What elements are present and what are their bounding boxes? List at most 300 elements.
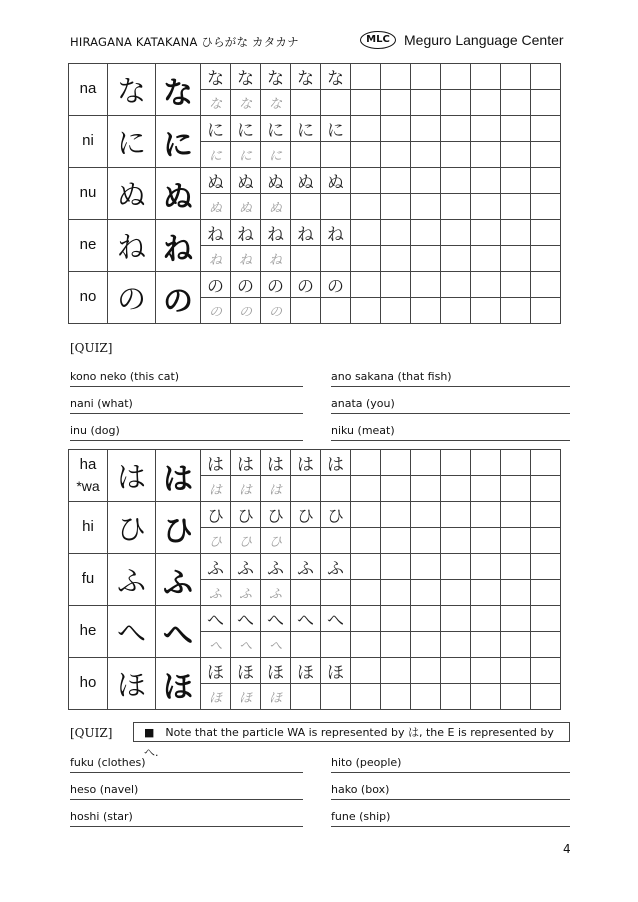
bold-kana: ひ bbox=[156, 502, 201, 554]
blank-practice-cell[interactable] bbox=[471, 450, 501, 476]
page-number: 4 bbox=[563, 842, 571, 856]
blank-practice-cell[interactable] bbox=[411, 580, 441, 606]
trace-kana-cell[interactable]: に bbox=[291, 116, 321, 142]
blank-practice-cell[interactable] bbox=[531, 272, 561, 298]
print-kana: に bbox=[108, 116, 156, 168]
trace-kana-cell[interactable]: ひ bbox=[291, 502, 321, 528]
trace-kana-cell[interactable]: ふ bbox=[231, 554, 261, 580]
trace-kana-cell[interactable]: ぬ bbox=[291, 168, 321, 194]
blank-practice-cell[interactable] bbox=[471, 220, 501, 246]
handwritten-kana-cell[interactable]: の bbox=[201, 298, 231, 324]
blank-practice-cell[interactable] bbox=[411, 298, 441, 324]
romaji-cell bbox=[69, 554, 108, 606]
blank-practice-cell[interactable] bbox=[291, 246, 321, 272]
romaji-cell bbox=[69, 168, 108, 220]
blank-practice-cell[interactable] bbox=[351, 194, 381, 220]
handwritten-kana-cell[interactable]: ほ bbox=[231, 684, 261, 710]
print-kana: な bbox=[108, 64, 156, 116]
trace-kana-cell[interactable]: ふ bbox=[291, 554, 321, 580]
handwritten-kana-cell[interactable]: ふ bbox=[261, 580, 291, 606]
blank-practice-cell[interactable] bbox=[351, 298, 381, 324]
blank-practice-cell[interactable] bbox=[531, 194, 561, 220]
trace-kana-cell[interactable]: ふ bbox=[201, 554, 231, 580]
particle-note: ■ Note that the particle WA is represented by は, the E is represented by へ. bbox=[133, 722, 570, 742]
blank-practice-cell[interactable] bbox=[441, 476, 471, 502]
trace-kana-cell[interactable]: ぬ bbox=[321, 168, 351, 194]
blank-practice-cell[interactable] bbox=[531, 298, 561, 324]
blank-practice-cell[interactable] bbox=[351, 684, 381, 710]
quiz-answer-field[interactable]: kono neko (this cat) bbox=[70, 370, 303, 387]
quiz-label-1: [QUIZ] bbox=[70, 341, 113, 355]
trace-kana-cell[interactable]: へ bbox=[201, 606, 231, 632]
blank-practice-cell[interactable] bbox=[441, 90, 471, 116]
blank-practice-cell[interactable] bbox=[441, 220, 471, 246]
blank-practice-cell[interactable] bbox=[471, 632, 501, 658]
quiz-label-2: [QUIZ] bbox=[70, 726, 113, 740]
print-kana: は bbox=[108, 450, 156, 502]
trace-kana-cell[interactable]: の bbox=[291, 272, 321, 298]
trace-kana-cell[interactable]: ぬ bbox=[201, 168, 231, 194]
trace-kana-cell[interactable]: へ bbox=[321, 606, 351, 632]
blank-practice-cell[interactable] bbox=[531, 220, 561, 246]
trace-kana-cell[interactable]: ひ bbox=[231, 502, 261, 528]
blank-practice-cell[interactable] bbox=[381, 476, 411, 502]
trace-kana-cell[interactable]: ふ bbox=[261, 554, 291, 580]
trace-kana-cell[interactable]: な bbox=[321, 64, 351, 90]
blank-practice-cell[interactable] bbox=[441, 272, 471, 298]
bold-kana: の bbox=[156, 272, 201, 324]
trace-kana-cell[interactable]: の bbox=[201, 272, 231, 298]
blank-practice-cell[interactable] bbox=[381, 272, 411, 298]
blank-practice-cell[interactable] bbox=[351, 246, 381, 272]
trace-kana-cell[interactable]: ぬ bbox=[231, 168, 261, 194]
blank-practice-cell[interactable] bbox=[351, 502, 381, 528]
trace-kana-cell[interactable]: な bbox=[261, 64, 291, 90]
blank-practice-cell[interactable] bbox=[441, 116, 471, 142]
blank-practice-cell[interactable] bbox=[381, 194, 411, 220]
blank-practice-cell[interactable] bbox=[321, 684, 351, 710]
header-title: HIRAGANA KATAKANA ひらがな カタカナ bbox=[70, 35, 299, 49]
blank-practice-cell[interactable] bbox=[471, 684, 501, 710]
blank-practice-cell[interactable] bbox=[381, 298, 411, 324]
blank-practice-cell[interactable] bbox=[441, 502, 471, 528]
quiz-answer-field[interactable]: hoshi (star) bbox=[70, 810, 303, 827]
blank-practice-cell[interactable] bbox=[381, 502, 411, 528]
quiz-answer-field[interactable]: anata (you) bbox=[331, 397, 570, 414]
blank-practice-cell[interactable] bbox=[471, 476, 501, 502]
quiz-answer-field[interactable]: fuku (clothes) bbox=[70, 756, 303, 773]
blank-practice-cell[interactable] bbox=[411, 606, 441, 632]
blank-practice-cell[interactable] bbox=[501, 684, 531, 710]
blank-practice-cell[interactable] bbox=[531, 580, 561, 606]
blank-practice-cell[interactable] bbox=[351, 580, 381, 606]
print-kana: の bbox=[108, 272, 156, 324]
blank-practice-cell[interactable] bbox=[471, 554, 501, 580]
blank-practice-cell[interactable] bbox=[471, 272, 501, 298]
blank-practice-cell[interactable] bbox=[381, 606, 411, 632]
quiz-answer-field[interactable]: nani (what) bbox=[70, 397, 303, 414]
trace-kana-cell[interactable]: に bbox=[201, 116, 231, 142]
header-brand bbox=[360, 31, 564, 49]
blank-practice-cell[interactable] bbox=[321, 580, 351, 606]
trace-kana-cell[interactable]: に bbox=[261, 116, 291, 142]
blank-practice-cell[interactable] bbox=[501, 142, 531, 168]
blank-practice-cell[interactable] bbox=[531, 90, 561, 116]
trace-kana-cell[interactable]: ね bbox=[261, 220, 291, 246]
quiz-answer-field[interactable]: ano sakana (that fish) bbox=[331, 370, 570, 387]
blank-practice-cell[interactable] bbox=[531, 64, 561, 90]
handwritten-kana-cell[interactable]: の bbox=[261, 298, 291, 324]
blank-practice-cell[interactable] bbox=[501, 658, 531, 684]
blank-practice-cell[interactable] bbox=[441, 632, 471, 658]
handwritten-kana-cell[interactable]: ひ bbox=[201, 528, 231, 554]
blank-practice-cell[interactable] bbox=[501, 116, 531, 142]
blank-practice-cell[interactable] bbox=[291, 684, 321, 710]
handwritten-kana-cell[interactable]: ね bbox=[201, 246, 231, 272]
blank-practice-cell[interactable] bbox=[501, 64, 531, 90]
blank-practice-cell[interactable] bbox=[441, 528, 471, 554]
handwritten-kana-cell[interactable]: ね bbox=[261, 246, 291, 272]
blank-practice-cell[interactable] bbox=[531, 246, 561, 272]
trace-kana-cell[interactable]: ね bbox=[321, 220, 351, 246]
blank-practice-cell[interactable] bbox=[411, 194, 441, 220]
handwritten-kana-cell[interactable]: は bbox=[261, 476, 291, 502]
blank-practice-cell[interactable] bbox=[441, 298, 471, 324]
handwritten-kana-cell[interactable]: へ bbox=[231, 632, 261, 658]
blank-practice-cell[interactable] bbox=[381, 684, 411, 710]
trace-kana-cell[interactable]: ほ bbox=[231, 658, 261, 684]
blank-practice-cell[interactable] bbox=[501, 632, 531, 658]
blank-practice-cell[interactable] bbox=[381, 168, 411, 194]
print-kana: ほ bbox=[108, 658, 156, 710]
blank-practice-cell[interactable] bbox=[411, 168, 441, 194]
blank-practice-cell[interactable] bbox=[411, 246, 441, 272]
bold-kana: ほ bbox=[156, 658, 201, 710]
blank-practice-cell[interactable] bbox=[381, 220, 411, 246]
trace-kana-cell[interactable]: ね bbox=[231, 220, 261, 246]
trace-kana-cell[interactable]: は bbox=[231, 450, 261, 476]
romaji-label: ho bbox=[79, 674, 97, 692]
trace-kana-cell[interactable]: ほ bbox=[201, 658, 231, 684]
blank-practice-cell[interactable] bbox=[411, 64, 441, 90]
blank-practice-cell[interactable] bbox=[291, 194, 321, 220]
blank-practice-cell[interactable] bbox=[351, 554, 381, 580]
romaji-cell bbox=[69, 502, 108, 554]
romaji-label: he bbox=[79, 622, 97, 640]
blank-practice-cell[interactable] bbox=[351, 450, 381, 476]
blank-practice-cell[interactable] bbox=[351, 116, 381, 142]
romaji-cell bbox=[69, 64, 108, 116]
blank-practice-cell[interactable] bbox=[351, 90, 381, 116]
romaji-label: ni bbox=[82, 132, 94, 150]
blank-practice-cell[interactable] bbox=[321, 142, 351, 168]
trace-kana-cell[interactable]: ひ bbox=[201, 502, 231, 528]
blank-practice-cell[interactable] bbox=[501, 450, 531, 476]
blank-practice-cell[interactable] bbox=[381, 142, 411, 168]
romaji-label: hi bbox=[82, 518, 94, 536]
trace-kana-cell[interactable]: な bbox=[291, 64, 321, 90]
romaji-cell bbox=[69, 116, 108, 168]
blank-practice-cell[interactable] bbox=[381, 554, 411, 580]
blank-practice-cell[interactable] bbox=[441, 684, 471, 710]
blank-practice-cell[interactable] bbox=[441, 554, 471, 580]
blank-practice-cell[interactable] bbox=[471, 142, 501, 168]
romaji-cell bbox=[69, 606, 108, 658]
blank-practice-cell[interactable] bbox=[381, 64, 411, 90]
blank-practice-cell[interactable] bbox=[531, 606, 561, 632]
mlc-logo-icon: MLC bbox=[360, 31, 396, 49]
trace-kana-cell[interactable]: ひ bbox=[261, 502, 291, 528]
bold-kana: な bbox=[156, 64, 201, 116]
blank-practice-cell[interactable] bbox=[441, 168, 471, 194]
blank-practice-cell[interactable] bbox=[501, 90, 531, 116]
handwritten-kana-cell[interactable]: ね bbox=[231, 246, 261, 272]
blank-practice-cell[interactable] bbox=[351, 272, 381, 298]
handwritten-kana-cell[interactable]: の bbox=[231, 298, 261, 324]
trace-kana-cell[interactable]: ふ bbox=[321, 554, 351, 580]
bold-kana: ぬ bbox=[156, 168, 201, 220]
quiz-answer-field[interactable]: niku (meat) bbox=[331, 424, 570, 441]
blank-practice-cell[interactable] bbox=[471, 658, 501, 684]
blank-practice-cell[interactable] bbox=[351, 658, 381, 684]
trace-kana-cell[interactable]: な bbox=[201, 64, 231, 90]
blank-practice-cell[interactable] bbox=[531, 168, 561, 194]
blank-practice-cell[interactable] bbox=[471, 580, 501, 606]
blank-practice-cell[interactable] bbox=[381, 632, 411, 658]
trace-kana-cell[interactable]: の bbox=[261, 272, 291, 298]
bold-kana: に bbox=[156, 116, 201, 168]
blank-practice-cell[interactable] bbox=[381, 450, 411, 476]
blank-practice-cell[interactable] bbox=[501, 246, 531, 272]
blank-practice-cell[interactable] bbox=[441, 606, 471, 632]
blank-practice-cell[interactable] bbox=[531, 528, 561, 554]
blank-practice-cell[interactable] bbox=[411, 450, 441, 476]
blank-practice-cell[interactable] bbox=[531, 684, 561, 710]
blank-practice-cell[interactable] bbox=[531, 476, 561, 502]
blank-practice-cell[interactable] bbox=[471, 528, 501, 554]
blank-practice-cell[interactable] bbox=[291, 476, 321, 502]
blank-practice-cell[interactable] bbox=[291, 528, 321, 554]
print-kana: ひ bbox=[108, 502, 156, 554]
handwritten-kana-cell[interactable]: ほ bbox=[201, 684, 231, 710]
trace-kana-cell[interactable]: に bbox=[321, 116, 351, 142]
blank-practice-cell[interactable] bbox=[441, 142, 471, 168]
blank-practice-cell[interactable] bbox=[471, 298, 501, 324]
blank-practice-cell[interactable] bbox=[411, 476, 441, 502]
blank-practice-cell[interactable] bbox=[471, 246, 501, 272]
trace-kana-cell[interactable]: な bbox=[231, 64, 261, 90]
blank-practice-cell[interactable] bbox=[351, 476, 381, 502]
blank-practice-cell[interactable] bbox=[321, 476, 351, 502]
blank-practice-cell[interactable] bbox=[411, 632, 441, 658]
romaji-label: fu bbox=[81, 570, 95, 588]
handwritten-kana-cell[interactable]: は bbox=[231, 476, 261, 502]
blank-practice-cell[interactable] bbox=[411, 554, 441, 580]
quiz-answer-field[interactable]: inu (dog) bbox=[70, 424, 303, 441]
trace-kana-cell[interactable]: は bbox=[321, 450, 351, 476]
blank-practice-cell[interactable] bbox=[381, 580, 411, 606]
blank-practice-cell[interactable] bbox=[351, 168, 381, 194]
handwritten-kana-cell[interactable]: ひ bbox=[261, 528, 291, 554]
blank-practice-cell[interactable] bbox=[411, 272, 441, 298]
trace-kana-cell[interactable]: に bbox=[231, 116, 261, 142]
handwritten-kana-cell[interactable]: に bbox=[201, 142, 231, 168]
blank-practice-cell[interactable] bbox=[531, 658, 561, 684]
trace-kana-cell[interactable]: ほ bbox=[261, 658, 291, 684]
trace-kana-cell[interactable]: ひ bbox=[321, 502, 351, 528]
print-kana: ふ bbox=[108, 554, 156, 606]
blank-practice-cell[interactable] bbox=[501, 272, 531, 298]
blank-practice-cell[interactable] bbox=[531, 116, 561, 142]
blank-practice-cell[interactable] bbox=[471, 168, 501, 194]
quiz-answer-field[interactable]: hako (box) bbox=[331, 783, 570, 800]
blank-practice-cell[interactable] bbox=[291, 90, 321, 116]
romaji-label: ne bbox=[79, 236, 97, 254]
blank-practice-cell[interactable] bbox=[321, 298, 351, 324]
practice-table-h bbox=[68, 449, 561, 710]
blank-practice-cell[interactable] bbox=[501, 502, 531, 528]
handwritten-kana-cell[interactable]: ぬ bbox=[261, 194, 291, 220]
romaji-label: no bbox=[79, 288, 97, 306]
bold-kana: は bbox=[156, 450, 201, 502]
handwritten-kana-cell[interactable]: な bbox=[261, 90, 291, 116]
handwritten-kana-cell[interactable]: ほ bbox=[261, 684, 291, 710]
handwritten-kana-cell[interactable]: ひ bbox=[231, 528, 261, 554]
trace-kana-cell[interactable]: へ bbox=[261, 606, 291, 632]
blank-practice-cell[interactable] bbox=[381, 116, 411, 142]
handwritten-kana-cell[interactable]: ぬ bbox=[231, 194, 261, 220]
blank-practice-cell[interactable] bbox=[501, 194, 531, 220]
trace-kana-cell[interactable]: は bbox=[291, 450, 321, 476]
blank-practice-cell[interactable] bbox=[291, 632, 321, 658]
blank-practice-cell[interactable] bbox=[411, 684, 441, 710]
blank-practice-cell[interactable] bbox=[351, 528, 381, 554]
blank-practice-cell[interactable] bbox=[411, 658, 441, 684]
trace-kana-cell[interactable]: の bbox=[231, 272, 261, 298]
blank-practice-cell[interactable] bbox=[411, 90, 441, 116]
trace-kana-cell[interactable]: へ bbox=[231, 606, 261, 632]
blank-practice-cell[interactable] bbox=[411, 116, 441, 142]
blank-practice-cell[interactable] bbox=[471, 194, 501, 220]
blank-practice-cell[interactable] bbox=[441, 194, 471, 220]
blank-practice-cell[interactable] bbox=[321, 246, 351, 272]
blank-practice-cell[interactable] bbox=[531, 554, 561, 580]
blank-practice-cell[interactable] bbox=[351, 606, 381, 632]
trace-kana-cell[interactable]: は bbox=[261, 450, 291, 476]
trace-kana-cell[interactable]: ぬ bbox=[261, 168, 291, 194]
blank-practice-cell[interactable] bbox=[501, 168, 531, 194]
romaji-sub-label: *wa bbox=[76, 478, 100, 495]
blank-practice-cell[interactable] bbox=[411, 528, 441, 554]
blank-practice-cell[interactable] bbox=[291, 580, 321, 606]
blank-practice-cell[interactable] bbox=[501, 528, 531, 554]
blank-practice-cell[interactable] bbox=[321, 528, 351, 554]
handwritten-kana-cell[interactable]: に bbox=[231, 142, 261, 168]
blank-practice-cell[interactable] bbox=[411, 142, 441, 168]
blank-practice-cell[interactable] bbox=[351, 64, 381, 90]
handwritten-kana-cell[interactable]: な bbox=[231, 90, 261, 116]
blank-practice-cell[interactable] bbox=[501, 554, 531, 580]
blank-practice-cell[interactable] bbox=[441, 580, 471, 606]
handwritten-kana-cell[interactable]: な bbox=[201, 90, 231, 116]
handwritten-kana-cell[interactable]: に bbox=[261, 142, 291, 168]
handwritten-kana-cell[interactable]: へ bbox=[261, 632, 291, 658]
blank-practice-cell[interactable] bbox=[501, 580, 531, 606]
trace-kana-cell[interactable]: ほ bbox=[291, 658, 321, 684]
blank-practice-cell[interactable] bbox=[291, 298, 321, 324]
blank-practice-cell[interactable] bbox=[531, 632, 561, 658]
blank-practice-cell[interactable] bbox=[471, 64, 501, 90]
blank-practice-cell[interactable] bbox=[531, 502, 561, 528]
blank-practice-cell[interactable] bbox=[531, 142, 561, 168]
romaji-label: na bbox=[79, 80, 97, 98]
blank-practice-cell[interactable] bbox=[381, 658, 411, 684]
quiz-answer-field[interactable]: hito (people) bbox=[331, 756, 570, 773]
blank-practice-cell[interactable] bbox=[411, 220, 441, 246]
romaji-label: ha bbox=[79, 455, 97, 473]
bold-kana: へ bbox=[156, 606, 201, 658]
blank-practice-cell[interactable] bbox=[441, 450, 471, 476]
handwritten-kana-cell[interactable]: は bbox=[201, 476, 231, 502]
blank-practice-cell[interactable] bbox=[501, 220, 531, 246]
blank-practice-cell[interactable] bbox=[441, 64, 471, 90]
blank-practice-cell[interactable] bbox=[321, 90, 351, 116]
blank-practice-cell[interactable] bbox=[531, 450, 561, 476]
romaji-cell bbox=[69, 450, 108, 502]
blank-practice-cell[interactable] bbox=[441, 658, 471, 684]
blank-practice-cell[interactable] bbox=[471, 606, 501, 632]
quiz-answer-field[interactable]: fune (ship) bbox=[331, 810, 570, 827]
blank-practice-cell[interactable] bbox=[471, 90, 501, 116]
blank-practice-cell[interactable] bbox=[351, 142, 381, 168]
blank-practice-cell[interactable] bbox=[381, 246, 411, 272]
handwritten-kana-cell[interactable]: ふ bbox=[231, 580, 261, 606]
romaji-cell bbox=[69, 220, 108, 272]
blank-practice-cell[interactable] bbox=[471, 502, 501, 528]
practice-table-n bbox=[68, 63, 561, 324]
blank-practice-cell[interactable] bbox=[411, 502, 441, 528]
bold-kana: ふ bbox=[156, 554, 201, 606]
trace-kana-cell[interactable]: ね bbox=[201, 220, 231, 246]
trace-kana-cell[interactable]: へ bbox=[291, 606, 321, 632]
blank-practice-cell[interactable] bbox=[471, 116, 501, 142]
handwritten-kana-cell[interactable]: へ bbox=[201, 632, 231, 658]
blank-practice-cell[interactable] bbox=[321, 632, 351, 658]
blank-practice-cell[interactable] bbox=[501, 606, 531, 632]
print-kana: へ bbox=[108, 606, 156, 658]
blank-practice-cell[interactable] bbox=[501, 476, 531, 502]
blank-practice-cell[interactable] bbox=[291, 142, 321, 168]
trace-kana-cell[interactable]: は bbox=[201, 450, 231, 476]
blank-practice-cell[interactable] bbox=[351, 220, 381, 246]
blank-practice-cell[interactable] bbox=[381, 90, 411, 116]
trace-kana-cell[interactable]: ね bbox=[291, 220, 321, 246]
romaji-cell bbox=[69, 658, 108, 710]
quiz-answer-field[interactable]: heso (navel) bbox=[70, 783, 303, 800]
romaji-label: nu bbox=[79, 184, 97, 202]
blank-practice-cell[interactable] bbox=[321, 194, 351, 220]
center-name: Meguro Language Center bbox=[404, 32, 564, 48]
trace-kana-cell[interactable]: の bbox=[321, 272, 351, 298]
handwritten-kana-cell[interactable]: ぬ bbox=[201, 194, 231, 220]
blank-practice-cell[interactable] bbox=[501, 298, 531, 324]
handwritten-kana-cell[interactable]: ふ bbox=[201, 580, 231, 606]
trace-kana-cell[interactable]: ほ bbox=[321, 658, 351, 684]
blank-practice-cell[interactable] bbox=[441, 246, 471, 272]
print-kana: ぬ bbox=[108, 168, 156, 220]
blank-practice-cell[interactable] bbox=[351, 632, 381, 658]
blank-practice-cell[interactable] bbox=[381, 528, 411, 554]
